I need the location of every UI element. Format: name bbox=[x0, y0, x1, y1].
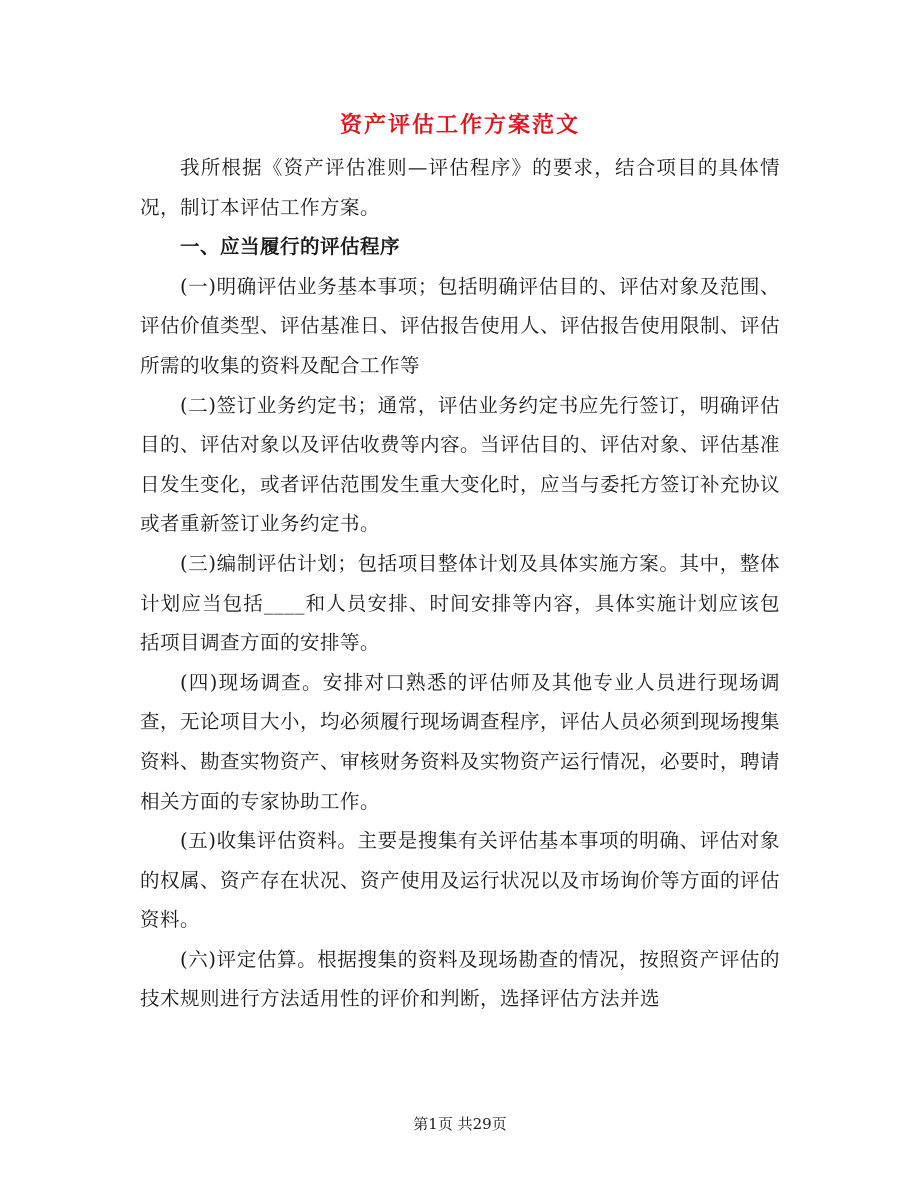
section-heading: 一、应当履行的评估程序 bbox=[180, 235, 401, 259]
paragraph-item-3: (三)编制评估计划；包括项目整体计划及具体实施方案。其中，整体计划应当包括____和人员安排、时间安排等内容，具体实施计划应该包括项目调查方面的安排等。 bbox=[140, 551, 780, 655]
paragraph-item-4: (四)现场调查。安排对口熟悉的评估师及其他专业人员进行现场调查，无论项目大小，均必须履行现场调查程序，评估人员必须到现场搜集资料、勘查实物资产、审核财务资料及实物资产运行情况，必要时，聘请相关方面的专家协助工作。 bbox=[140, 670, 781, 813]
document-title: 资产评估工作方案范文 bbox=[339, 112, 580, 138]
paragraph-item-1: (一)明确评估业务基本事项；包括明确评估目的、评估对象及范围、评估价值类型、评估基准日、评估报告使用人、评估报告使用限制、评估所需的收集的资料及配合工作等 bbox=[140, 274, 781, 377]
page-number-footer: 第1页 共29页 bbox=[413, 1115, 507, 1133]
paragraph-item-2: (二)签订业务约定书；通常，评估业务约定书应先行签订，明确评估目的、评估对象以及评估收费等内容。当评估目的、评估对象、评估基准日发生变化，或者评估范围发生重大变化时，应当与委托方签订补充协议或者重新签订业务约定书。 bbox=[140, 393, 781, 536]
paragraph-item-6: (六)评定估算。根据搜集的资料及现场勘查的情况，按照资产评估的技术规则进行方法适用性的评价和判断，选择评估方法并选 bbox=[140, 947, 780, 1011]
paragraph-intro: 我所根据《资产评估准则—评估程序》的要求，结合项目的具体情况，制订本评估工作方案。 bbox=[140, 156, 780, 219]
paragraph-item-5: (五)收集评估资料。主要是搜集有关评估基本事项的明确、评估对象的权属、资产存在状况、资产使用及运行状况以及市场询价等方面的评估资料。 bbox=[140, 829, 781, 932]
document-body bbox=[140, 148, 780, 1019]
